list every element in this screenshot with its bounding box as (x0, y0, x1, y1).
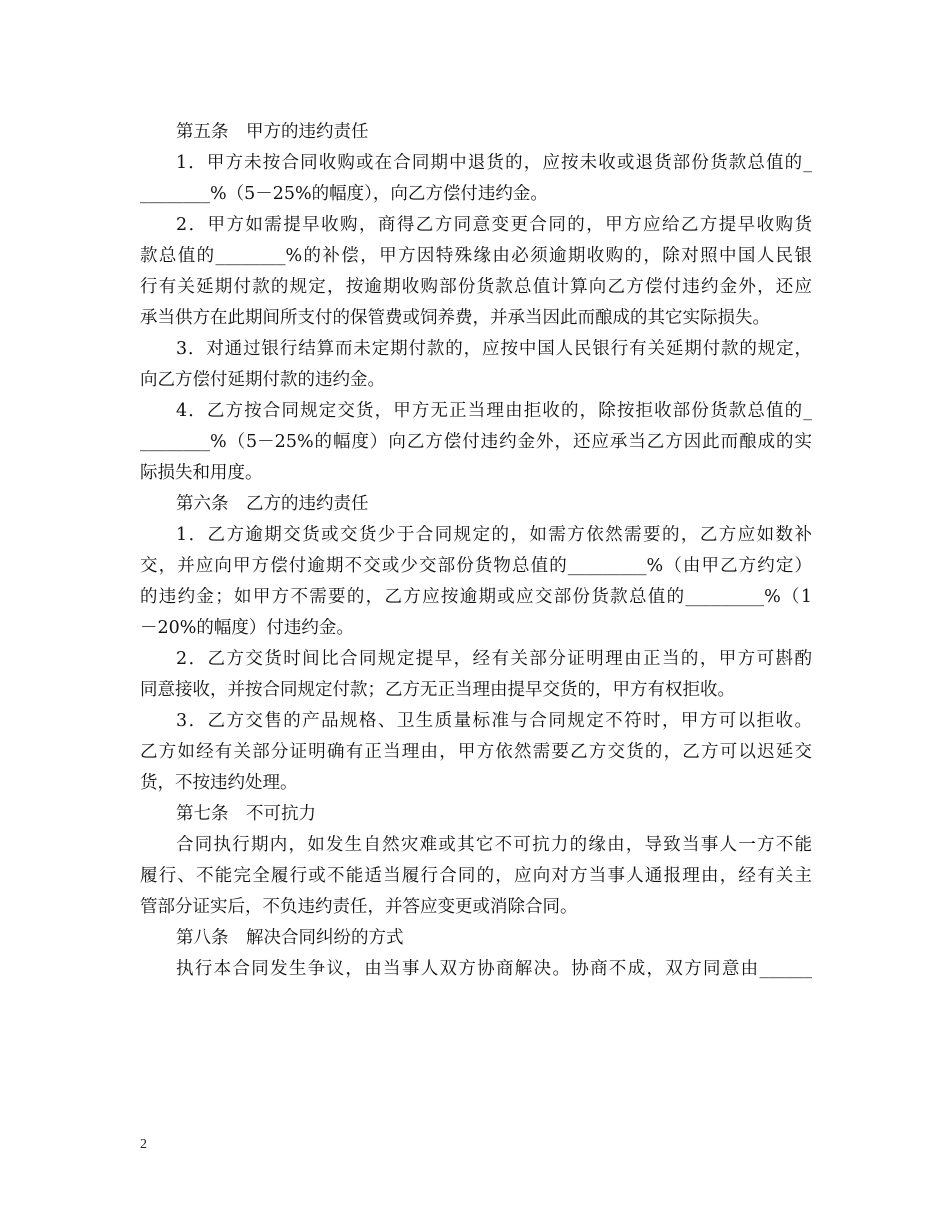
text-line: 的违约金；如甲方不需要的，乙方应按逾期或应交部份货款总值的_________%（1 (140, 587, 812, 607)
text-line: 2．甲方如需提早收购，商得乙方同意变更合同的，甲方应给乙方提早收购货 (176, 215, 812, 235)
text-line: 交，并应向甲方偿付逾期不交或少交部份货物总值的_________%（由甲乙方约定） (140, 556, 812, 576)
text-line: 向乙方偿付延期付款的违约金。 (140, 370, 385, 390)
text-line: 3．乙方交售的产品规格、卫生质量标准与合同规定不符时，甲方可以拒收。 (176, 711, 812, 731)
text-line: 履行、不能完全履行或不能适当履行合同的，应向对方当事人通报理由，经有关主 (140, 866, 812, 886)
text-line: 1．甲方未按合同收购或在合同期中退货的，应按未收或退货部份货款总值的_ (176, 153, 812, 173)
section-heading: 第七条 不可抗力 (176, 804, 316, 824)
text-line: 3．对通过银行结算而未定期付款的，应按中国人民银行有关延期付款的规定， (176, 339, 812, 359)
text-line: 际损失和用度。 (140, 463, 263, 483)
section-heading: 第八条 解决合同纠纷的方式 (176, 928, 404, 948)
text-line: 1．乙方逾期交货或交货少于合同规定的，如需方依然需要的，乙方应如数补 (176, 525, 812, 545)
text-line: ________%（5－25%的幅度），向乙方偿付违约金。 (140, 184, 548, 204)
text-line: 货，不按违约处理。 (140, 773, 298, 793)
text-line: 管部分证实后，不负违约责任，并答应变更或消除合同。 (140, 897, 578, 917)
section-heading: 第六条 乙方的违约责任 (176, 494, 369, 514)
text-line: 执行本合同发生争议，由当事人双方协商解决。协商不成，双方同意由______ (176, 959, 812, 979)
text-line: 2．乙方交货时间比合同规定提早，经有关部分证明理由正当的，甲方可斟酌 (176, 649, 812, 669)
section-heading: 第五条 甲方的违约责任 (176, 122, 369, 142)
text-line: 4．乙方按合同规定交货，甲方无正当理由拒收的，除按拒收部份货款总值的_ (176, 401, 812, 421)
text-line: 合同执行期内，如发生自然灾难或其它不可抗力的缘由，导致当事人一方不能 (176, 835, 812, 855)
text-line: 乙方如经有关部分证明确有正当理由，甲方依然需要乙方交货的，乙方可以迟延交 (140, 742, 812, 762)
text-line: 承当供方在此期间所支付的保管费或饲养费，并承当因此而酿成的其它实际损失。 (140, 308, 770, 328)
text-line: 行有关延期付款的规定，按逾期收购部份货款总值计算向乙方偿付违约金外，还应 (140, 277, 812, 297)
text-line: 同意接收，并按合同规定付款；乙方无正当理由提早交货的，甲方有权拒收。 (140, 680, 735, 700)
text-line: 款总值的________%的补偿，甲方因特殊缘由必须逾期收购的，除对照中国人民银 (140, 246, 812, 266)
text-line: ________%（5－25%的幅度）向乙方偿付违约金外，还应承当乙方因此而酿成的实 (140, 432, 812, 452)
document-body (140, 117, 812, 985)
page-number: 2 (140, 1137, 147, 1152)
text-line: －20%的幅度）付违约金。 (140, 618, 354, 638)
